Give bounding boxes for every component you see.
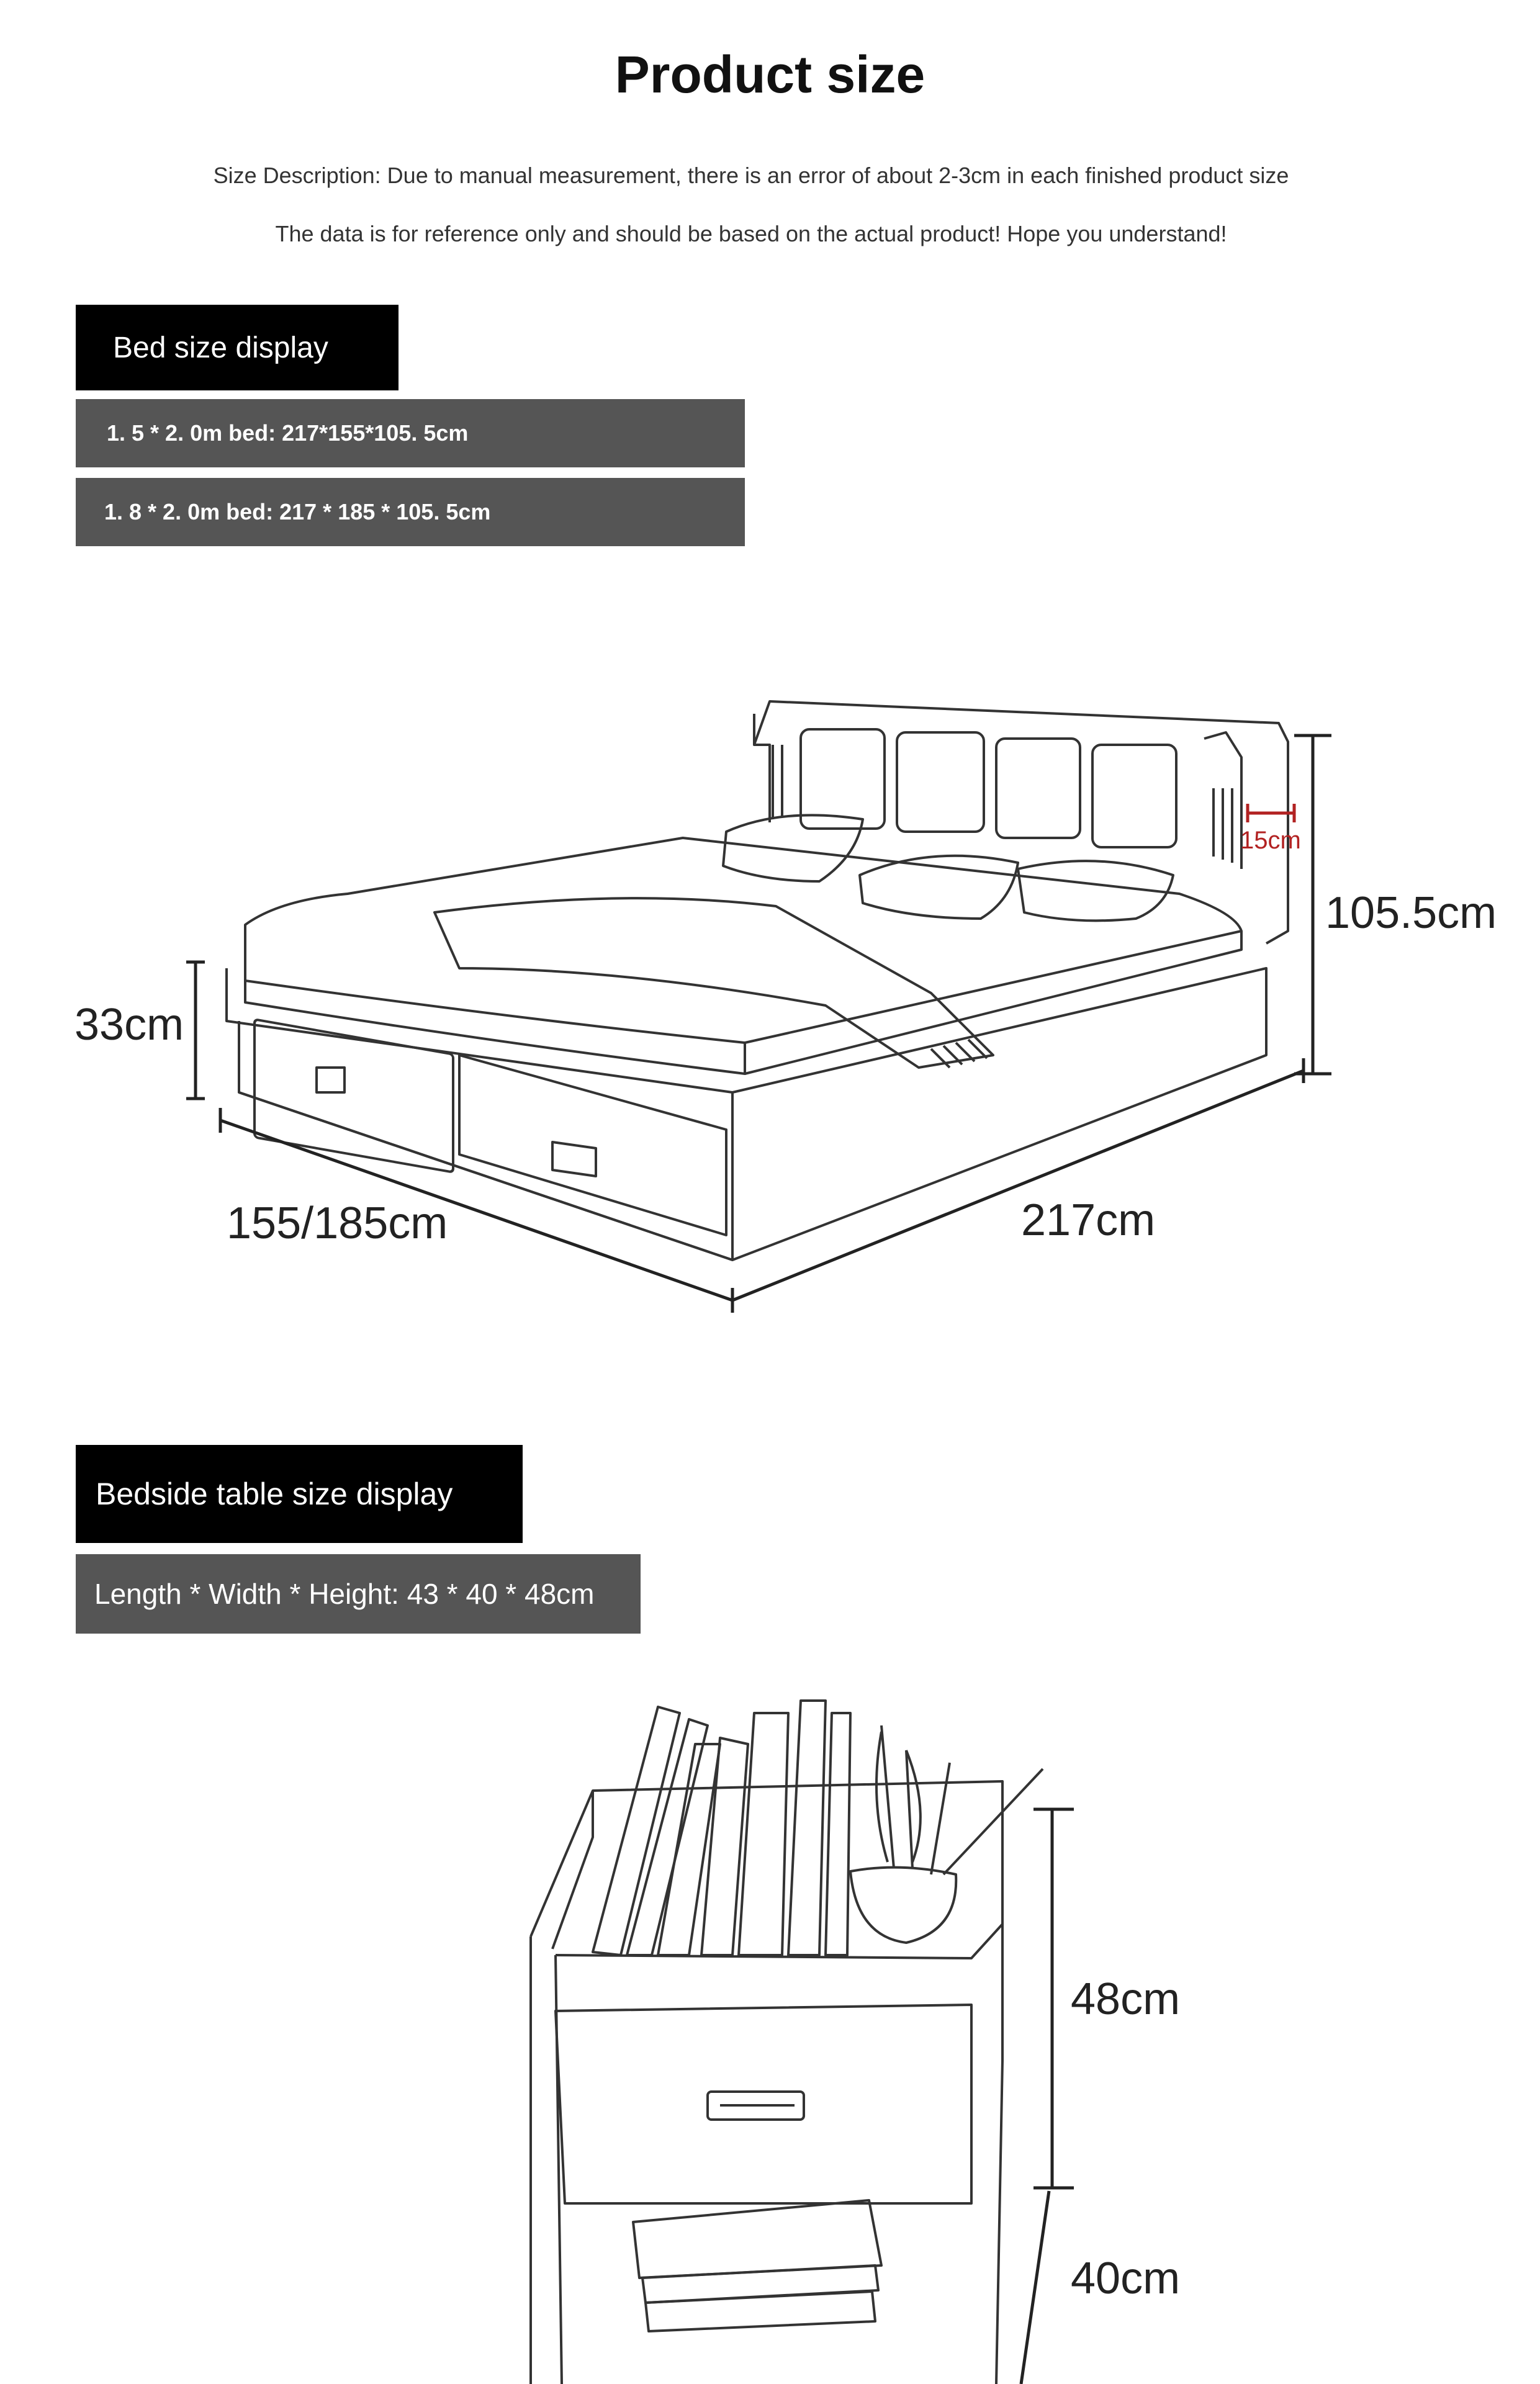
table-size-text: Length * Width * Height: 43 * 40 * 48cm bbox=[76, 1554, 641, 1634]
bed-height-label: 105.5cm bbox=[1325, 888, 1497, 938]
page-title: Product size bbox=[615, 45, 925, 104]
bed-width-label: 155/185cm bbox=[227, 1199, 448, 1248]
reference-note: The data is for reference only and should be based on the actual product! Hope you understand! bbox=[275, 221, 1227, 246]
bed-frame-height-label: 33cm bbox=[74, 1000, 184, 1050]
bed-size-option-1: 1. 5 * 2. 0m bed: 217*155*105. 5cm bbox=[76, 399, 745, 467]
table-depth-label: 40cm bbox=[1071, 2254, 1181, 2303]
bed-size-option-2: 1. 8 * 2. 0m bed: 217 * 185 * 105. 5cm bbox=[76, 478, 745, 546]
table-section-header: Bedside table size display bbox=[76, 1445, 523, 1543]
table-height-label: 48cm bbox=[1071, 1974, 1181, 2024]
shelf-depth-label: 15cm bbox=[1240, 827, 1301, 854]
bed-section-header: Bed size display bbox=[76, 305, 399, 390]
size-description-note: Size Description: Due to manual measurement, there is an error of about 2-3cm in each finished product size bbox=[213, 163, 1289, 188]
bed-length-label: 217cm bbox=[1021, 1195, 1156, 1245]
